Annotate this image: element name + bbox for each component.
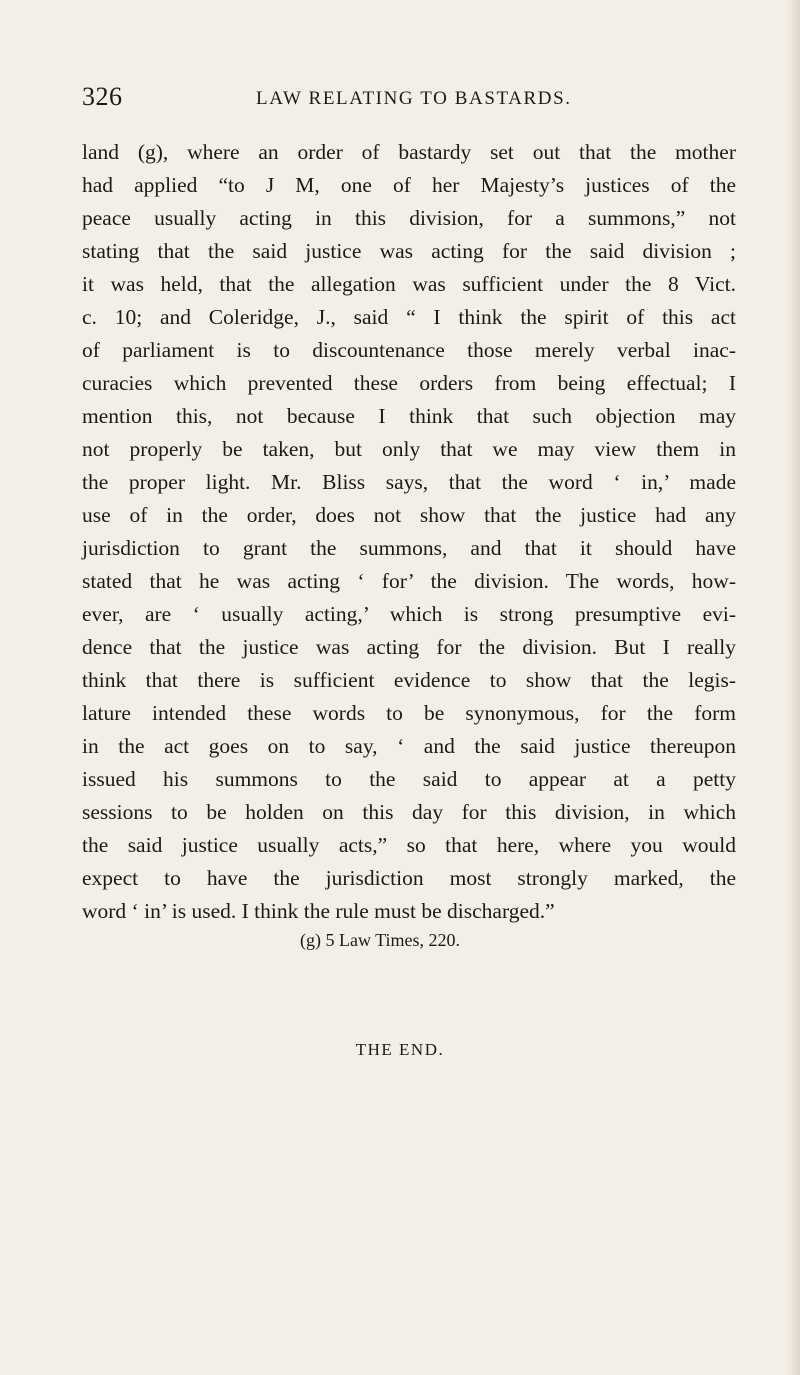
text-line: think that there is sufficient evidence to show that the legis- <box>82 668 736 692</box>
footnote: (g) 5 Law Times, 220. <box>300 930 461 950</box>
text-line: the said justice usually acts,” so that here, where you would <box>82 833 736 857</box>
text-line: dence that the justice was acting for the division. But I really <box>82 635 736 659</box>
body-paragraph <box>82 136 736 928</box>
text-line: of parliament is to discountenance those merely verbal inac- <box>82 338 736 362</box>
text-line: in the act goes on to say, ‘ and the said justice thereupon <box>82 734 736 758</box>
text-line: had applied “to J M, one of her Majesty’s justices of the <box>82 173 736 197</box>
page-edge-shadow <box>786 0 800 1375</box>
text-line: stated that he was acting ‘ for’ the division. The words, how- <box>82 569 736 593</box>
text-line: curacies which prevented these orders from being effectual; I <box>82 371 736 395</box>
text-line: ever, are ‘ usually acting,’ which is strong presumptive evi- <box>82 602 736 626</box>
text-line: the proper light. Mr. Bliss says, that the word ‘ in,’ made <box>82 470 736 494</box>
text-line: jurisdiction to grant the summons, and that it should have <box>82 536 736 560</box>
text-line: sessions to be holden on this day for this division, in which <box>82 800 736 824</box>
running-title: LAW RELATING TO BASTARDS. <box>256 88 572 109</box>
text-line: not properly be taken, but only that we may view them in <box>82 437 736 461</box>
text-line: peace usually acting in this division, for a summons,” not <box>82 206 736 230</box>
text-line: word ‘ in’ is used. I think the rule must be discharged.” <box>82 899 555 923</box>
text-line: stating that the said justice was acting for the said division ; <box>82 239 736 263</box>
closing-text: THE END. <box>355 1040 445 1059</box>
text-line: mention this, not because I think that such objection may <box>82 404 736 428</box>
text-line: c. 10; and Coleridge, J., said “ I think the spirit of this act <box>82 305 736 329</box>
text-line: it was held, that the allegation was sufficient under the 8 Vict. <box>82 272 736 296</box>
text-line: use of in the order, does not show that the justice had any <box>82 503 736 527</box>
text-line: issued his summons to the said to appear at a petty <box>82 767 736 791</box>
text-line: land (g), where an order of bastardy set out that the mother <box>82 140 736 164</box>
text-line: lature intended these words to be synonymous, for the form <box>82 701 736 725</box>
page-number: 326 <box>82 82 123 111</box>
text-line: expect to have the jurisdiction most strongly marked, the <box>82 866 736 890</box>
